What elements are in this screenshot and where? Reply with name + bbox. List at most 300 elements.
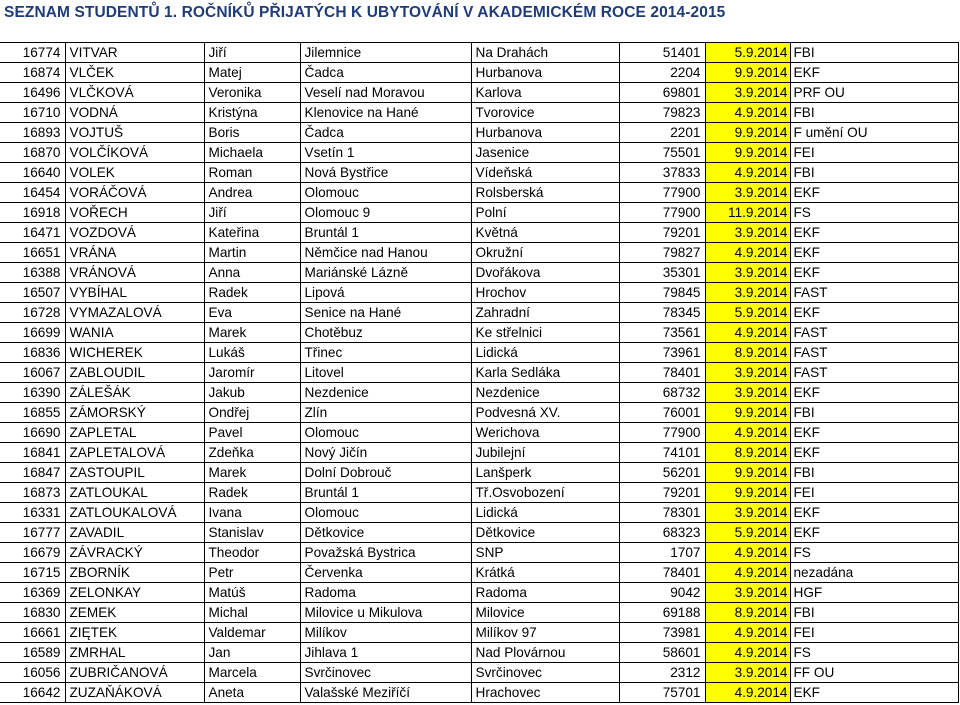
town-cell: Valašské Meziříčí	[300, 683, 471, 703]
table-row	[0, 123, 958, 143]
faculty-cell: EKF	[790, 303, 958, 323]
accommodation-date-cell: 4.9.2014	[705, 243, 790, 263]
postal-code-cell: 1707	[619, 543, 705, 563]
accommodation-date-cell: 3.9.2014	[705, 363, 790, 383]
faculty-cell: FEI	[790, 143, 958, 163]
accommodation-date-cell: 4.9.2014	[705, 323, 790, 343]
first-name-cell: Theodor	[204, 543, 300, 563]
street-cell: Karla Sedláka	[471, 363, 619, 383]
first-name-cell: Pavel	[204, 423, 300, 443]
surname-cell: VLČEK	[65, 63, 204, 83]
student-id-cell: 16067	[0, 363, 65, 383]
surname-cell: ZAPLETALOVÁ	[65, 443, 204, 463]
postal-code-cell: 76001	[619, 403, 705, 423]
street-cell: Milíkov 97	[471, 623, 619, 643]
first-name-cell: Marcela	[204, 663, 300, 683]
town-cell: Olomouc 9	[300, 203, 471, 223]
faculty-cell: FS	[790, 643, 958, 663]
surname-cell: VOZDOVÁ	[65, 223, 204, 243]
first-name-cell: Zdeňka	[204, 443, 300, 463]
postal-code-cell: 73561	[619, 323, 705, 343]
student-id-cell: 16710	[0, 103, 65, 123]
postal-code-cell: 68323	[619, 523, 705, 543]
first-name-cell: Veronika	[204, 83, 300, 103]
table-row	[0, 143, 958, 163]
postal-code-cell: 69188	[619, 603, 705, 623]
surname-cell: ZUBRIČANOVÁ	[65, 663, 204, 683]
surname-cell: ZELONKAY	[65, 583, 204, 603]
table-row	[0, 283, 958, 303]
first-name-cell: Petr	[204, 563, 300, 583]
town-cell: Olomouc	[300, 183, 471, 203]
postal-code-cell: 56201	[619, 463, 705, 483]
table-row	[0, 583, 958, 603]
student-id-cell: 16690	[0, 423, 65, 443]
surname-cell: VYBÍHAL	[65, 283, 204, 303]
student-id-cell: 16893	[0, 123, 65, 143]
surname-cell: ZÁVRACKÝ	[65, 543, 204, 563]
student-id-cell: 16699	[0, 323, 65, 343]
accommodation-date-cell: 3.9.2014	[705, 383, 790, 403]
faculty-cell: EKF	[790, 263, 958, 283]
surname-cell: VOŘECH	[65, 203, 204, 223]
postal-code-cell: 74101	[619, 443, 705, 463]
street-cell: Vídeňská	[471, 163, 619, 183]
street-cell: Rolsberská	[471, 183, 619, 203]
faculty-cell: EKF	[790, 183, 958, 203]
student-id-cell: 16661	[0, 623, 65, 643]
accommodation-date-cell: 4.9.2014	[705, 643, 790, 663]
first-name-cell: Anna	[204, 263, 300, 283]
town-cell: Litovel	[300, 363, 471, 383]
first-name-cell: Jakub	[204, 383, 300, 403]
table-row	[0, 83, 958, 103]
postal-code-cell: 79201	[619, 483, 705, 503]
street-cell: Zahradní	[471, 303, 619, 323]
faculty-cell: PRF OU	[790, 83, 958, 103]
postal-code-cell: 2312	[619, 663, 705, 683]
town-cell: Červenka	[300, 563, 471, 583]
student-id-cell: 16847	[0, 463, 65, 483]
student-id-cell: 16390	[0, 383, 65, 403]
accommodation-date-cell: 4.9.2014	[705, 543, 790, 563]
surname-cell: VODNÁ	[65, 103, 204, 123]
first-name-cell: Radek	[204, 483, 300, 503]
table-row	[0, 683, 958, 703]
surname-cell: ZEMEK	[65, 603, 204, 623]
street-cell: Jubilejní	[471, 443, 619, 463]
surname-cell: VOJTUŠ	[65, 123, 204, 143]
postal-code-cell: 75501	[619, 143, 705, 163]
town-cell: Olomouc	[300, 503, 471, 523]
table-row	[0, 183, 958, 203]
surname-cell: WANIA	[65, 323, 204, 343]
postal-code-cell: 58601	[619, 643, 705, 663]
faculty-cell: FAST	[790, 343, 958, 363]
student-id-cell: 16589	[0, 643, 65, 663]
table-row	[0, 383, 958, 403]
accommodation-date-cell: 4.9.2014	[705, 623, 790, 643]
faculty-cell: EKF	[790, 423, 958, 443]
student-id-cell: 16830	[0, 603, 65, 623]
faculty-cell: FBI	[790, 43, 958, 63]
first-name-cell: Marek	[204, 323, 300, 343]
postal-code-cell: 69801	[619, 83, 705, 103]
postal-code-cell: 75701	[619, 683, 705, 703]
faculty-cell: FAST	[790, 283, 958, 303]
surname-cell: VOLČÍKOVÁ	[65, 143, 204, 163]
table-row	[0, 343, 958, 363]
postal-code-cell: 68732	[619, 383, 705, 403]
street-cell: Krátká	[471, 563, 619, 583]
surname-cell: VRÁNA	[65, 243, 204, 263]
first-name-cell: Ivana	[204, 503, 300, 523]
faculty-cell: FAST	[790, 363, 958, 383]
postal-code-cell: 78401	[619, 363, 705, 383]
table-row	[0, 643, 958, 663]
students-table-body	[0, 43, 958, 703]
street-cell: Lanšperk	[471, 463, 619, 483]
street-cell: Na Drahách	[471, 43, 619, 63]
student-id-cell: 16369	[0, 583, 65, 603]
student-id-cell: 16331	[0, 503, 65, 523]
town-cell: Jilemnice	[300, 43, 471, 63]
town-cell: Zlín	[300, 403, 471, 423]
student-id-cell: 16715	[0, 563, 65, 583]
faculty-cell: FEI	[790, 623, 958, 643]
postal-code-cell: 79827	[619, 243, 705, 263]
accommodation-date-cell: 8.9.2014	[705, 343, 790, 363]
town-cell: Třinec	[300, 343, 471, 363]
postal-code-cell: 37833	[619, 163, 705, 183]
table-row	[0, 603, 958, 623]
postal-code-cell: 2204	[619, 63, 705, 83]
street-cell: Svrčinovec	[471, 663, 619, 683]
first-name-cell: Marek	[204, 463, 300, 483]
first-name-cell: Michal	[204, 603, 300, 623]
table-row	[0, 203, 958, 223]
first-name-cell: Martin	[204, 243, 300, 263]
table-row	[0, 43, 958, 63]
table-row	[0, 523, 958, 543]
town-cell: Jihlava 1	[300, 643, 471, 663]
faculty-cell: F umění OU	[790, 123, 958, 143]
postal-code-cell: 77900	[619, 203, 705, 223]
postal-code-cell: 78345	[619, 303, 705, 323]
surname-cell: ZÁMORSKÝ	[65, 403, 204, 423]
table-row	[0, 323, 958, 343]
first-name-cell: Jiří	[204, 203, 300, 223]
first-name-cell: Boris	[204, 123, 300, 143]
postal-code-cell: 77900	[619, 183, 705, 203]
town-cell: Olomouc	[300, 423, 471, 443]
street-cell: Lidická	[471, 503, 619, 523]
first-name-cell: Roman	[204, 163, 300, 183]
postal-code-cell: 79845	[619, 283, 705, 303]
student-id-cell: 16642	[0, 683, 65, 703]
surname-cell: VRÁNOVÁ	[65, 263, 204, 283]
town-cell: Nová Bystřice	[300, 163, 471, 183]
town-cell: Svrčinovec	[300, 663, 471, 683]
accommodation-date-cell: 9.9.2014	[705, 463, 790, 483]
accommodation-date-cell: 4.9.2014	[705, 423, 790, 443]
student-id-cell: 16774	[0, 43, 65, 63]
student-id-cell: 16388	[0, 263, 65, 283]
town-cell: Dětkovice	[300, 523, 471, 543]
town-cell: Milíkov	[300, 623, 471, 643]
first-name-cell: Jan	[204, 643, 300, 663]
student-id-cell: 16728	[0, 303, 65, 323]
accommodation-date-cell: 8.9.2014	[705, 443, 790, 463]
accommodation-date-cell: 4.9.2014	[705, 103, 790, 123]
faculty-cell: HGF	[790, 583, 958, 603]
street-cell: Jasenice	[471, 143, 619, 163]
student-id-cell: 16873	[0, 483, 65, 503]
table-row	[0, 483, 958, 503]
first-name-cell: Jiří	[204, 43, 300, 63]
accommodation-date-cell: 9.9.2014	[705, 483, 790, 503]
town-cell: Čadca	[300, 63, 471, 83]
faculty-cell: FEI	[790, 483, 958, 503]
faculty-cell: FF OU	[790, 663, 958, 683]
surname-cell: VYMAZALOVÁ	[65, 303, 204, 323]
student-id-cell: 16841	[0, 443, 65, 463]
first-name-cell: Eva	[204, 303, 300, 323]
accommodation-date-cell: 9.9.2014	[705, 143, 790, 163]
table-row	[0, 363, 958, 383]
town-cell: Dolní Dobrouč	[300, 463, 471, 483]
first-name-cell: Matej	[204, 63, 300, 83]
accommodation-date-cell: 9.9.2014	[705, 63, 790, 83]
street-cell: Hrochov	[471, 283, 619, 303]
postal-code-cell: 9042	[619, 583, 705, 603]
surname-cell: ZASTOUPIL	[65, 463, 204, 483]
table-row	[0, 103, 958, 123]
accommodation-date-cell: 3.9.2014	[705, 83, 790, 103]
page-title: SEZNAM STUDENTŮ 1. ROČNÍKŮ PŘIJATÝCH K UBYTOVÁNÍ V AKADEMICKÉM ROCE 2014-2015	[4, 4, 726, 21]
faculty-cell: EKF	[790, 383, 958, 403]
town-cell: Němčice nad Hanou	[300, 243, 471, 263]
surname-cell: VLČKOVÁ	[65, 83, 204, 103]
faculty-cell: FBI	[790, 163, 958, 183]
town-cell: Bruntál 1	[300, 483, 471, 503]
table-row	[0, 243, 958, 263]
first-name-cell: Ondřej	[204, 403, 300, 423]
table-row	[0, 403, 958, 423]
student-id-cell: 16507	[0, 283, 65, 303]
street-cell: Werichova	[471, 423, 619, 443]
street-cell: Nezdenice	[471, 383, 619, 403]
faculty-cell: EKF	[790, 503, 958, 523]
accommodation-date-cell: 11.9.2014	[705, 203, 790, 223]
table-row	[0, 503, 958, 523]
street-cell: Milovice	[471, 603, 619, 623]
town-cell: Čadca	[300, 123, 471, 143]
accommodation-date-cell: 5.9.2014	[705, 303, 790, 323]
student-id-cell: 16651	[0, 243, 65, 263]
accommodation-date-cell: 9.9.2014	[705, 403, 790, 423]
street-cell: SNP	[471, 543, 619, 563]
table-row	[0, 443, 958, 463]
surname-cell: WICHEREK	[65, 343, 204, 363]
postal-code-cell: 79823	[619, 103, 705, 123]
town-cell: Radoma	[300, 583, 471, 603]
accommodation-date-cell: 3.9.2014	[705, 583, 790, 603]
surname-cell: ZATLOUKALOVÁ	[65, 503, 204, 523]
accommodation-date-cell: 3.9.2014	[705, 503, 790, 523]
table-row	[0, 303, 958, 323]
accommodation-date-cell: 4.9.2014	[705, 563, 790, 583]
street-cell: Karlova	[471, 83, 619, 103]
street-cell: Květná	[471, 223, 619, 243]
street-cell: Hurbanova	[471, 123, 619, 143]
town-cell: Milovice u Mikulova	[300, 603, 471, 623]
student-id-cell: 16777	[0, 523, 65, 543]
first-name-cell: Matúš	[204, 583, 300, 603]
street-cell: Hrachovec	[471, 683, 619, 703]
faculty-cell: FS	[790, 543, 958, 563]
faculty-cell: EKF	[790, 223, 958, 243]
street-cell: Podvesná XV.	[471, 403, 619, 423]
street-cell: Dětkovice	[471, 523, 619, 543]
faculty-cell: EKF	[790, 683, 958, 703]
accommodation-date-cell: 9.9.2014	[705, 123, 790, 143]
postal-code-cell: 79201	[619, 223, 705, 243]
student-id-cell: 16918	[0, 203, 65, 223]
first-name-cell: Kristýna	[204, 103, 300, 123]
faculty-cell: EKF	[790, 523, 958, 543]
table-row	[0, 423, 958, 443]
postal-code-cell: 78301	[619, 503, 705, 523]
faculty-cell: EKF	[790, 243, 958, 263]
accommodation-date-cell: 3.9.2014	[705, 183, 790, 203]
student-id-cell: 16471	[0, 223, 65, 243]
students-table	[0, 42, 959, 703]
town-cell: Mariánské Lázně	[300, 263, 471, 283]
student-id-cell: 16056	[0, 663, 65, 683]
accommodation-date-cell: 5.9.2014	[705, 523, 790, 543]
town-cell: Lipová	[300, 283, 471, 303]
surname-cell: ZIĘTEK	[65, 623, 204, 643]
surname-cell: ZAVADIL	[65, 523, 204, 543]
faculty-cell: FBI	[790, 463, 958, 483]
first-name-cell: Valdemar	[204, 623, 300, 643]
street-cell: Lidická	[471, 343, 619, 363]
accommodation-date-cell: 3.9.2014	[705, 663, 790, 683]
surname-cell: VITVAR	[65, 43, 204, 63]
accommodation-date-cell: 8.9.2014	[705, 603, 790, 623]
student-id-cell: 16679	[0, 543, 65, 563]
faculty-cell: FBI	[790, 403, 958, 423]
student-id-cell: 16496	[0, 83, 65, 103]
town-cell: Senice na Hané	[300, 303, 471, 323]
faculty-cell: EKF	[790, 443, 958, 463]
town-cell: Bruntál 1	[300, 223, 471, 243]
faculty-cell: FBI	[790, 103, 958, 123]
postal-code-cell: 51401	[619, 43, 705, 63]
table-row	[0, 223, 958, 243]
student-id-cell: 16454	[0, 183, 65, 203]
street-cell: Nad Plovárnou	[471, 643, 619, 663]
accommodation-date-cell: 5.9.2014	[705, 43, 790, 63]
surname-cell: ZMRHAL	[65, 643, 204, 663]
first-name-cell: Stanislav	[204, 523, 300, 543]
town-cell: Nezdenice	[300, 383, 471, 403]
street-cell: Ke střelnici	[471, 323, 619, 343]
faculty-cell: nezadána	[790, 563, 958, 583]
first-name-cell: Andrea	[204, 183, 300, 203]
town-cell: Veselí nad Moravou	[300, 83, 471, 103]
town-cell: Považská Bystrica	[300, 543, 471, 563]
table-row	[0, 263, 958, 283]
student-id-cell: 16855	[0, 403, 65, 423]
first-name-cell: Kateřina	[204, 223, 300, 243]
surname-cell: ZAPLETAL	[65, 423, 204, 443]
town-cell: Chotěbuz	[300, 323, 471, 343]
table-row	[0, 543, 958, 563]
first-name-cell: Jaromír	[204, 363, 300, 383]
faculty-cell: FS	[790, 203, 958, 223]
accommodation-date-cell: 3.9.2014	[705, 263, 790, 283]
postal-code-cell: 73981	[619, 623, 705, 643]
table-row	[0, 623, 958, 643]
street-cell: Polní	[471, 203, 619, 223]
town-cell: Klenovice na Hané	[300, 103, 471, 123]
town-cell: Vsetín 1	[300, 143, 471, 163]
street-cell: Tř.Osvobození	[471, 483, 619, 503]
postal-code-cell: 2201	[619, 123, 705, 143]
surname-cell: VORÁČOVÁ	[65, 183, 204, 203]
table-row	[0, 563, 958, 583]
surname-cell: ZBORNÍK	[65, 563, 204, 583]
surname-cell: ZABLOUDIL	[65, 363, 204, 383]
postal-code-cell: 73961	[619, 343, 705, 363]
accommodation-date-cell: 3.9.2014	[705, 283, 790, 303]
street-cell: Dvořákova	[471, 263, 619, 283]
faculty-cell: FBI	[790, 603, 958, 623]
accommodation-date-cell: 4.9.2014	[705, 683, 790, 703]
surname-cell: ZÁLEŠÁK	[65, 383, 204, 403]
postal-code-cell: 35301	[619, 263, 705, 283]
surname-cell: ZATLOUKAL	[65, 483, 204, 503]
town-cell: Nový Jičín	[300, 443, 471, 463]
first-name-cell: Radek	[204, 283, 300, 303]
street-cell: Radoma	[471, 583, 619, 603]
postal-code-cell: 77900	[619, 423, 705, 443]
table-row	[0, 163, 958, 183]
surname-cell: VOLEK	[65, 163, 204, 183]
table-row	[0, 463, 958, 483]
student-id-cell: 16874	[0, 63, 65, 83]
first-name-cell: Michaela	[204, 143, 300, 163]
street-cell: Hurbanova	[471, 63, 619, 83]
street-cell: Okružní	[471, 243, 619, 263]
faculty-cell: EKF	[790, 63, 958, 83]
student-id-cell: 16870	[0, 143, 65, 163]
accommodation-date-cell: 4.9.2014	[705, 163, 790, 183]
student-id-cell: 16640	[0, 163, 65, 183]
street-cell: Tvorovice	[471, 103, 619, 123]
postal-code-cell: 78401	[619, 563, 705, 583]
accommodation-date-cell: 3.9.2014	[705, 223, 790, 243]
first-name-cell: Aneta	[204, 683, 300, 703]
table-row	[0, 663, 958, 683]
student-id-cell: 16836	[0, 343, 65, 363]
surname-cell: ZUZAŇÁKOVÁ	[65, 683, 204, 703]
first-name-cell: Lukáš	[204, 343, 300, 363]
faculty-cell: FAST	[790, 323, 958, 343]
table-row	[0, 63, 958, 83]
